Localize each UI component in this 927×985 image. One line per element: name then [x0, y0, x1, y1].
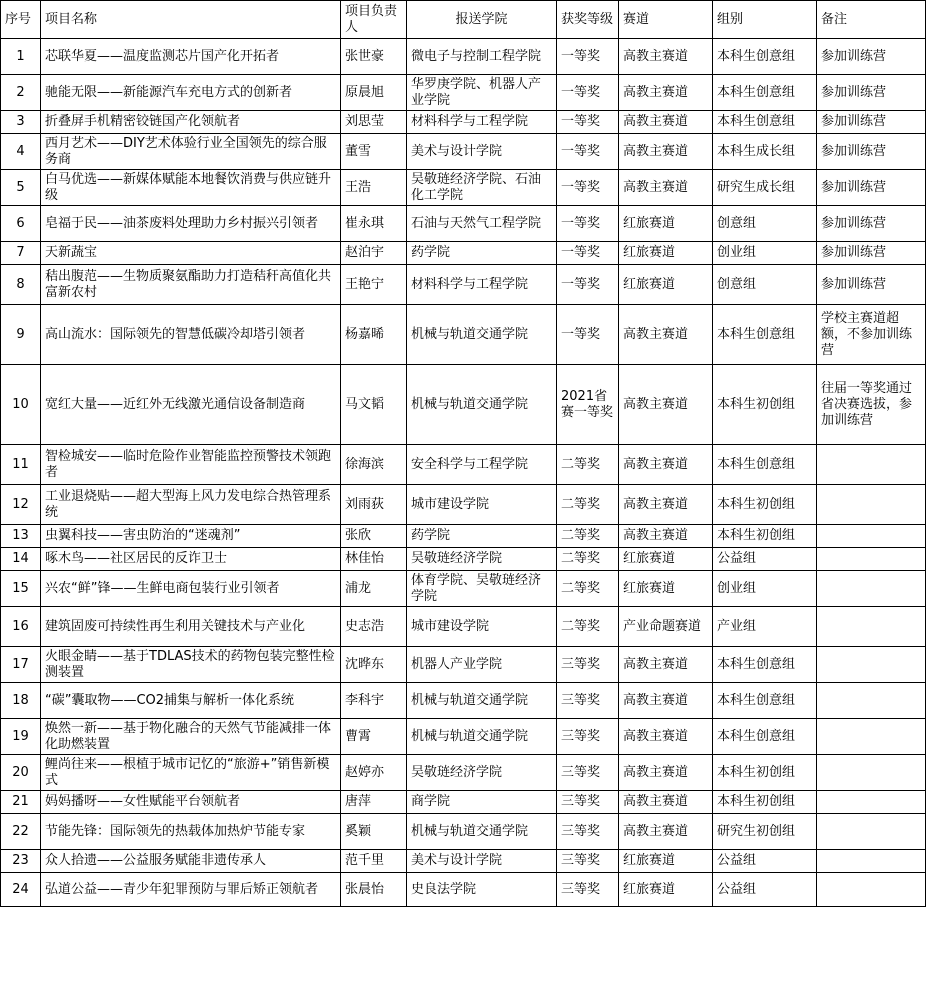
row-no: 11 [1, 445, 41, 485]
row-name: 兴农“鲜”锋——生鲜电商包装行业引领者 [41, 571, 341, 607]
header-group: 组别 [713, 1, 817, 39]
row-leader: 唐萍 [341, 791, 407, 814]
row-name: 工业退烧贴——超大型海上风力发电综合热管理系统 [41, 485, 341, 525]
row-name: 高山流水：国际领先的智慧低碳冷却塔引领者 [41, 305, 341, 365]
table-row [1, 607, 926, 647]
row-no: 8 [1, 265, 41, 305]
row-no: 19 [1, 719, 41, 755]
row-track: 红旅赛道 [619, 548, 713, 571]
table-row [1, 206, 926, 242]
row-name: 弘道公益——青少年犯罪预防与罪后矫正领航者 [41, 873, 341, 907]
row-college: 机械与轨道交通学院 [407, 305, 557, 365]
row-award: 一等奖 [557, 206, 619, 242]
table-row [1, 134, 926, 170]
row-group: 创业组 [713, 571, 817, 607]
row-note: 参加训练营 [817, 39, 926, 75]
row-college: 美术与设计学院 [407, 134, 557, 170]
table-row [1, 485, 926, 525]
row-award: 一等奖 [557, 170, 619, 206]
row-no: 12 [1, 485, 41, 525]
header-award: 获奖等级 [557, 1, 619, 39]
row-leader: 奚颖 [341, 814, 407, 850]
header-track: 赛道 [619, 1, 713, 39]
row-track: 高教主赛道 [619, 791, 713, 814]
row-college: 史良法学院 [407, 873, 557, 907]
row-group: 产业组 [713, 607, 817, 647]
row-leader: 张晨怡 [341, 873, 407, 907]
row-note [817, 485, 926, 525]
row-note [817, 814, 926, 850]
row-no: 24 [1, 873, 41, 907]
row-name: 西月艺术——DIY艺术体验行业全国领先的综合服务商 [41, 134, 341, 170]
row-college: 体育学院、吴敬琏经济学院 [407, 571, 557, 607]
table-row [1, 571, 926, 607]
row-no: 9 [1, 305, 41, 365]
row-name: 鲤尚往来——根植于城市记忆的“旅游+”销售新模式 [41, 755, 341, 791]
row-award: 三等奖 [557, 873, 619, 907]
row-note: 往届一等奖通过省决赛选拔，参加训练营 [817, 365, 926, 445]
row-group: 本科生创意组 [713, 445, 817, 485]
row-award: 三等奖 [557, 814, 619, 850]
row-leader: 李科宇 [341, 683, 407, 719]
row-note: 参加训练营 [817, 75, 926, 111]
header-leader: 项目负责人 [341, 1, 407, 39]
row-leader: 刘雨荻 [341, 485, 407, 525]
row-college: 机械与轨道交通学院 [407, 365, 557, 445]
row-note: 参加训练营 [817, 265, 926, 305]
row-group: 本科生初创组 [713, 485, 817, 525]
row-note: 参加训练营 [817, 134, 926, 170]
row-note [817, 791, 926, 814]
row-group: 公益组 [713, 850, 817, 873]
row-track: 高教主赛道 [619, 134, 713, 170]
row-group: 公益组 [713, 873, 817, 907]
row-track: 红旅赛道 [619, 206, 713, 242]
row-group: 本科生创意组 [713, 719, 817, 755]
row-college: 材料科学与工程学院 [407, 265, 557, 305]
row-track: 红旅赛道 [619, 850, 713, 873]
row-no: 6 [1, 206, 41, 242]
row-group: 本科生创意组 [713, 683, 817, 719]
row-leader: 范千里 [341, 850, 407, 873]
row-no: 22 [1, 814, 41, 850]
row-no: 15 [1, 571, 41, 607]
row-name: 啄木鸟——社区居民的反诈卫士 [41, 548, 341, 571]
row-group: 研究生初创组 [713, 814, 817, 850]
row-award: 二等奖 [557, 445, 619, 485]
row-track: 红旅赛道 [619, 571, 713, 607]
row-note [817, 683, 926, 719]
row-track: 高教主赛道 [619, 755, 713, 791]
row-track: 高教主赛道 [619, 365, 713, 445]
row-group: 公益组 [713, 548, 817, 571]
row-college: 吴敬琏经济学院 [407, 755, 557, 791]
row-leader: 赵婷亦 [341, 755, 407, 791]
row-college: 机械与轨道交通学院 [407, 683, 557, 719]
row-note [817, 571, 926, 607]
row-award: 一等奖 [557, 111, 619, 134]
row-college: 机械与轨道交通学院 [407, 719, 557, 755]
row-award: 三等奖 [557, 683, 619, 719]
row-name: 皂福于民——油茶废料处理助力乡村振兴引领者 [41, 206, 341, 242]
row-track: 红旅赛道 [619, 265, 713, 305]
row-leader: 刘思莹 [341, 111, 407, 134]
row-college: 药学院 [407, 525, 557, 548]
row-note [817, 755, 926, 791]
row-note: 学校主赛道超额，不参加训练营 [817, 305, 926, 365]
row-award: 三等奖 [557, 647, 619, 683]
row-no: 10 [1, 365, 41, 445]
row-name: 建筑固废可持续性再生利用关键技术与产业化 [41, 607, 341, 647]
row-no: 2 [1, 75, 41, 111]
row-leader: 马文韬 [341, 365, 407, 445]
row-college: 华罗庚学院、机器人产业学院 [407, 75, 557, 111]
table-row [1, 445, 926, 485]
row-leader: 赵泊宇 [341, 242, 407, 265]
row-group: 本科生创意组 [713, 39, 817, 75]
row-leader: 杨嘉晞 [341, 305, 407, 365]
row-leader: 王浩 [341, 170, 407, 206]
table-row [1, 719, 926, 755]
table-row [1, 755, 926, 791]
row-group: 本科生创意组 [713, 647, 817, 683]
row-group: 研究生成长组 [713, 170, 817, 206]
row-name: 众人拾遗——公益服务赋能非遗传承人 [41, 850, 341, 873]
row-award: 一等奖 [557, 242, 619, 265]
row-award: 一等奖 [557, 265, 619, 305]
row-leader: 张世豪 [341, 39, 407, 75]
row-award: 三等奖 [557, 850, 619, 873]
row-note [817, 647, 926, 683]
row-name: 虫翼科技——害虫防治的“迷魂剂” [41, 525, 341, 548]
row-name: 折叠屏手机精密铰链国产化领航者 [41, 111, 341, 134]
row-track: 高教主赛道 [619, 305, 713, 365]
row-group: 创意组 [713, 265, 817, 305]
row-leader: 浦龙 [341, 571, 407, 607]
row-group: 本科生初创组 [713, 365, 817, 445]
row-name: 妈妈播呀——女性赋能平台领航者 [41, 791, 341, 814]
row-name: 秸出腹范——生物质聚氨酯助力打造秸秆高值化共富新农村 [41, 265, 341, 305]
row-group: 本科生成长组 [713, 134, 817, 170]
table-row [1, 111, 926, 134]
row-college: 机器人产业学院 [407, 647, 557, 683]
row-name: 宽红大量——近红外无线激光通信设备制造商 [41, 365, 341, 445]
row-college: 吴敬琏经济学院、石油化工学院 [407, 170, 557, 206]
row-leader: 王艳宁 [341, 265, 407, 305]
table-header-row [1, 1, 926, 39]
row-note [817, 525, 926, 548]
row-no: 23 [1, 850, 41, 873]
table-row [1, 850, 926, 873]
row-track: 红旅赛道 [619, 242, 713, 265]
row-name: 智检城安——临时危险作业智能监控预警技术领跑者 [41, 445, 341, 485]
row-group: 本科生创意组 [713, 75, 817, 111]
row-track: 高教主赛道 [619, 814, 713, 850]
row-group: 本科生创意组 [713, 111, 817, 134]
header-name: 项目名称 [41, 1, 341, 39]
row-group: 本科生创意组 [713, 305, 817, 365]
row-no: 13 [1, 525, 41, 548]
row-college: 美术与设计学院 [407, 850, 557, 873]
row-college: 城市建设学院 [407, 485, 557, 525]
table-row [1, 647, 926, 683]
table-row [1, 525, 926, 548]
row-group: 本科生初创组 [713, 791, 817, 814]
row-track: 高教主赛道 [619, 170, 713, 206]
row-award: 一等奖 [557, 134, 619, 170]
row-leader: 董雪 [341, 134, 407, 170]
row-award: 二等奖 [557, 607, 619, 647]
row-college: 城市建设学院 [407, 607, 557, 647]
row-track: 高教主赛道 [619, 445, 713, 485]
row-leader: 徐海滨 [341, 445, 407, 485]
row-no: 18 [1, 683, 41, 719]
header-college: 报送学院 [407, 1, 557, 39]
row-no: 5 [1, 170, 41, 206]
row-no: 4 [1, 134, 41, 170]
row-award: 二等奖 [557, 571, 619, 607]
row-name: 节能先锋：国际领先的热载体加热炉节能专家 [41, 814, 341, 850]
row-no: 3 [1, 111, 41, 134]
row-leader: 林佳怡 [341, 548, 407, 571]
row-name: 白马优选——新媒体赋能本地餐饮消费与供应链升级 [41, 170, 341, 206]
row-track: 高教主赛道 [619, 683, 713, 719]
row-award: 三等奖 [557, 755, 619, 791]
table-row [1, 873, 926, 907]
row-track: 高教主赛道 [619, 525, 713, 548]
row-no: 7 [1, 242, 41, 265]
table-row [1, 365, 926, 445]
row-no: 21 [1, 791, 41, 814]
row-college: 吴敬琏经济学院 [407, 548, 557, 571]
row-track: 高教主赛道 [619, 647, 713, 683]
row-college: 药学院 [407, 242, 557, 265]
table-row [1, 548, 926, 571]
row-college: 微电子与控制工程学院 [407, 39, 557, 75]
row-award: 二等奖 [557, 548, 619, 571]
table-row [1, 814, 926, 850]
row-name: 焕然一新——基于物化融合的天然气节能减排一体化助燃装置 [41, 719, 341, 755]
row-award: 一等奖 [557, 75, 619, 111]
table-row [1, 242, 926, 265]
row-note [817, 719, 926, 755]
row-track: 高教主赛道 [619, 75, 713, 111]
row-leader: 曹霄 [341, 719, 407, 755]
row-leader: 史志浩 [341, 607, 407, 647]
table-row [1, 39, 926, 75]
row-leader: 张欣 [341, 525, 407, 548]
row-award: 一等奖 [557, 305, 619, 365]
row-leader: 崔永琪 [341, 206, 407, 242]
row-award: 三等奖 [557, 791, 619, 814]
row-no: 1 [1, 39, 41, 75]
row-no: 17 [1, 647, 41, 683]
row-award: 二等奖 [557, 485, 619, 525]
row-college: 机械与轨道交通学院 [407, 814, 557, 850]
header-note: 备注 [817, 1, 926, 39]
table-row [1, 683, 926, 719]
row-group: 创意组 [713, 206, 817, 242]
row-leader: 原晨旭 [341, 75, 407, 111]
row-award: 二等奖 [557, 525, 619, 548]
row-note [817, 873, 926, 907]
row-track: 高教主赛道 [619, 485, 713, 525]
row-group: 创业组 [713, 242, 817, 265]
row-name: 芯联华夏——温度监测芯片国产化开拓者 [41, 39, 341, 75]
row-no: 20 [1, 755, 41, 791]
row-no: 14 [1, 548, 41, 571]
table-row [1, 170, 926, 206]
row-track: 红旅赛道 [619, 873, 713, 907]
row-name: 火眼金睛——基于TDLAS技术的药物包装完整性检测装置 [41, 647, 341, 683]
row-note [817, 548, 926, 571]
row-note [817, 850, 926, 873]
row-college: 石油与天然气工程学院 [407, 206, 557, 242]
table-row [1, 305, 926, 365]
row-name: 驰能无限——新能源汽车充电方式的创新者 [41, 75, 341, 111]
row-college: 安全科学与工程学院 [407, 445, 557, 485]
row-group: 本科生初创组 [713, 755, 817, 791]
row-name: “碳”囊取物——CO2捕集与解析一体化系统 [41, 683, 341, 719]
table-row [1, 265, 926, 305]
row-note [817, 607, 926, 647]
row-track: 高教主赛道 [619, 111, 713, 134]
row-track: 高教主赛道 [619, 39, 713, 75]
row-note: 参加训练营 [817, 170, 926, 206]
row-note: 参加训练营 [817, 111, 926, 134]
row-note: 参加训练营 [817, 206, 926, 242]
row-award: 2021省赛一等奖 [557, 365, 619, 445]
row-name: 天新蔬宝 [41, 242, 341, 265]
row-college: 材料科学与工程学院 [407, 111, 557, 134]
row-track: 产业命题赛道 [619, 607, 713, 647]
row-note: 参加训练营 [817, 242, 926, 265]
row-track: 高教主赛道 [619, 719, 713, 755]
table-row [1, 75, 926, 111]
row-leader: 沈晔东 [341, 647, 407, 683]
row-college: 商学院 [407, 791, 557, 814]
row-award: 三等奖 [557, 719, 619, 755]
table-row [1, 791, 926, 814]
row-group: 本科生初创组 [713, 525, 817, 548]
row-award: 一等奖 [557, 39, 619, 75]
row-note [817, 445, 926, 485]
header-no: 序号 [1, 1, 41, 39]
row-no: 16 [1, 607, 41, 647]
